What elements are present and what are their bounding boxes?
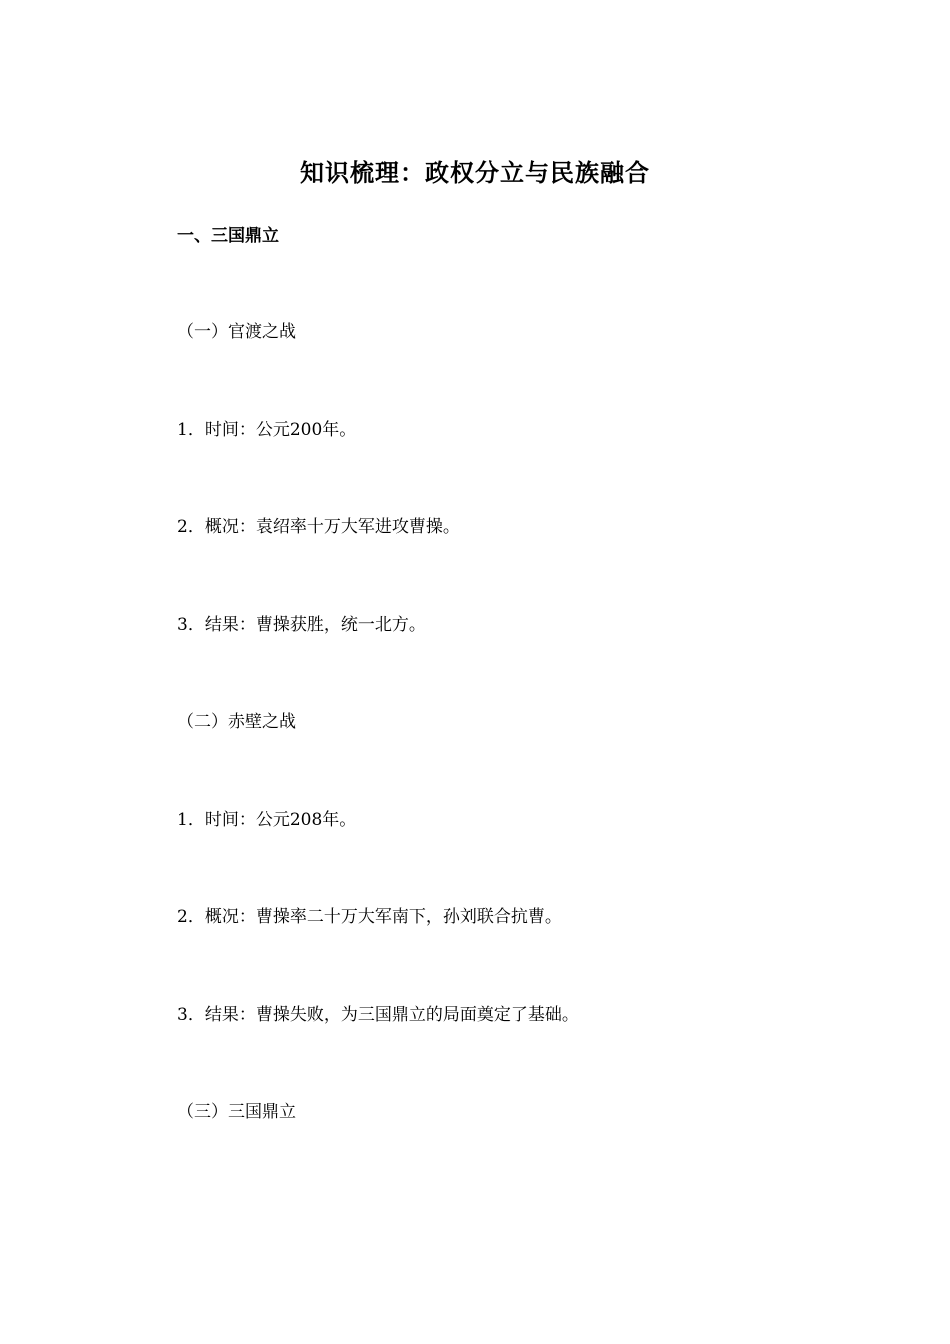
list-item: 3．结果：曹操获胜，统一北方。 — [177, 615, 426, 635]
list-item: 2．概况：袁绍率十万大军进攻曹操。 — [177, 517, 460, 537]
document-title: 知识梳理：政权分立与民族融合 — [300, 159, 650, 187]
subsection-heading-chibi: （二）赤壁之战 — [177, 712, 296, 732]
list-item: 1．时间：公元208年。 — [177, 810, 357, 830]
list-item: 1．时间：公元200年。 — [177, 420, 357, 440]
section-heading: 一、三国鼎立 — [177, 226, 279, 246]
subsection-heading-three-kingdoms: （三）三国鼎立 — [177, 1102, 296, 1122]
list-item: 3．结果：曹操失败，为三国鼎立的局面奠定了基础。 — [177, 1005, 579, 1025]
list-item: 2．概况：曹操率二十万大军南下，孙刘联合抗曹。 — [177, 907, 562, 927]
subsection-heading-guandu: （一）官渡之战 — [177, 322, 296, 342]
